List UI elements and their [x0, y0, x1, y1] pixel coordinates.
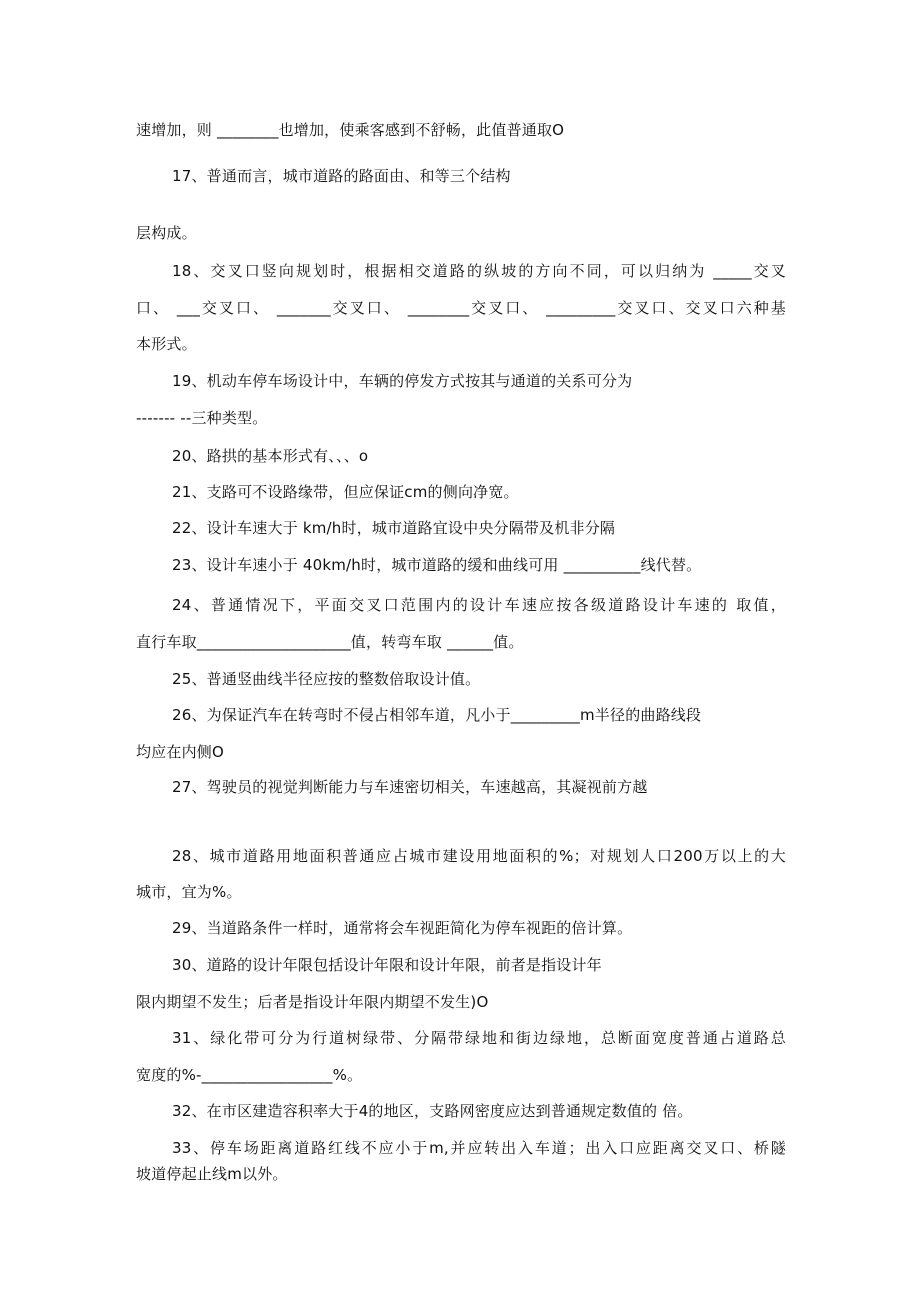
text-line-q18-cont1: 口、 ___交叉口、 _______交叉口、 ________交叉口、 _________交叉口、交叉口六种基 [136, 299, 786, 317]
text-line-q22: 22、设计车速大于 km/h时，城市道路宜设中央分隔带及机非分隔 [172, 519, 616, 537]
text-line-q21: 21、支路可不设路缘带，但应保证cm的侧向净宽。 [172, 483, 519, 501]
text-line-q32: 32、在市区建造容积率大于4的地区，支路网密度应达到普通规定数值的 倍。 [172, 1102, 693, 1120]
text-line-q28-cont: 城市，宜为%。 [136, 883, 242, 901]
text-line-q19-cont: ------- --三种类型。 [136, 409, 268, 427]
text-line-q31: 31、绿化带可分为行道树绿带、分隔带绿地和街边绿地，总断面宽度普通占道路总 [172, 1029, 786, 1047]
text-line-q26: 26、为保证汽车在转弯时不侵占相邻车道，凡小于_________m半径的曲路线段 [172, 706, 702, 724]
text-line-q20: 20、路拱的基本形式有、、、o [172, 447, 369, 465]
text-line-q24: 24、普通情况下，平面交叉口范围内的设计车速应按各级道路设计车速的 取值， [172, 596, 786, 614]
text-line-q19: 19、机动车停车场设计中，车辆的停发方式按其与通道的关系可分为 [172, 372, 633, 390]
text-line-q31-cont: 宽度的%-_________________%。 [136, 1066, 363, 1084]
text-line-q27: 27、驾驶员的视觉判断能力与车速密切相关，车速越高，其凝视前方越 [172, 778, 648, 796]
text-line-q30-cont: 限内期望不发生；后者是指设计年限内期望不发生)O [136, 993, 489, 1011]
text-line-q30: 30、道路的设计年限包括设计年限和设计年限，前者是指设计年 [172, 956, 602, 974]
text-line-q25: 25、普通竖曲线半径应按的整数倍取设计值。 [172, 670, 481, 688]
text-line-q17-cont: 层构成。 [136, 224, 197, 242]
text-line-q17: 17、普通而言，城市道路的路面由、和等三个结构 [172, 167, 511, 185]
text-line-q28: 28、城市道路用地面积普通应占城市建设用地面积的%；对规划人口200万以上的大 [172, 847, 786, 865]
text-line-q24-cont: 直行车取____________________值，转弯车取 ______值。 [136, 633, 524, 651]
text-line-q23: 23、设计车速小于 40km/h时，城市道路的缓和曲线可用 __________线代替。 [172, 556, 702, 574]
text-line-q18: 18、交叉口竖向规划时，根据相交道路的纵坡的方向不同，可以归纳为 _____交叉 [172, 262, 786, 280]
text-line-q18-cont2: 本形式。 [136, 335, 197, 353]
text-line-q33-cont: 坡道停起止线m以外。 [136, 1165, 288, 1183]
text-line-q26-cont: 均应在内侧O [136, 743, 225, 761]
text-line-q33: 33、停车场距离道路红线不应小于m,并应转出入车道；出入口应距离交叉口、桥隧 [172, 1139, 786, 1157]
text-line-q29: 29、当道路条件一样时，通常将会车视距简化为停车视距的倍计算。 [172, 919, 633, 937]
text-line-continuation-16: 速增加，则 ________也增加，使乘客感到不舒畅，此值普通取O [136, 121, 565, 139]
